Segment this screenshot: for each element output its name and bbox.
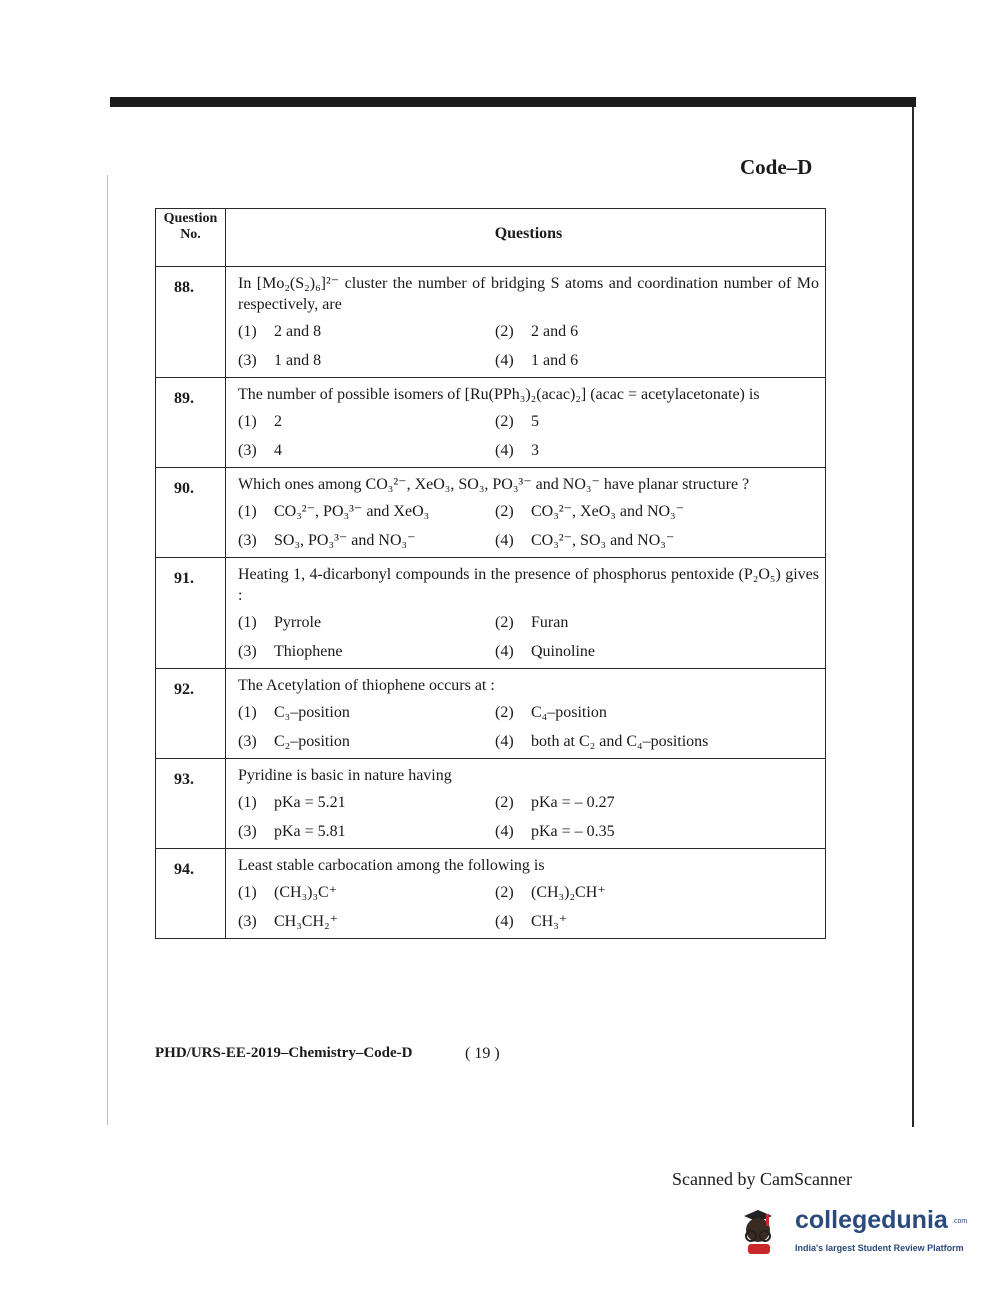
option-label: (3) bbox=[238, 643, 257, 660]
option-1 bbox=[238, 411, 495, 432]
option-text: 5 bbox=[531, 413, 539, 430]
option-text: Thiophene bbox=[274, 643, 343, 660]
brand-name: collegedunia bbox=[795, 1206, 948, 1234]
brand-tagline: India's largest Student Review Platform bbox=[795, 1243, 964, 1253]
option-4 bbox=[495, 641, 819, 662]
question-stem: Least stable carbocation among the following is bbox=[238, 857, 545, 874]
option-4 bbox=[495, 440, 819, 461]
option-label: (1) bbox=[238, 503, 257, 520]
question-number: 93. bbox=[156, 759, 226, 849]
option-label: (3) bbox=[238, 352, 257, 369]
brand-domain: .com bbox=[952, 1218, 968, 1225]
option-label: (3) bbox=[238, 442, 257, 459]
options-grid bbox=[238, 501, 819, 551]
option-label: (2) bbox=[495, 503, 514, 520]
option-label: (4) bbox=[495, 442, 514, 459]
option-text: C₄–position bbox=[531, 704, 607, 721]
question-content bbox=[226, 558, 826, 669]
options-grid bbox=[238, 411, 819, 461]
question-stem: Heating 1, 4-dicarbonyl compounds in the presence of phosphorus pentoxide (P₂O₅) gives : bbox=[238, 566, 819, 604]
top-scan-bar bbox=[110, 97, 916, 107]
option-text: pKa = – 0.35 bbox=[531, 823, 615, 840]
option-2 bbox=[495, 411, 819, 432]
option-label: (1) bbox=[238, 704, 257, 721]
option-1 bbox=[238, 321, 495, 342]
option-label: (1) bbox=[238, 614, 257, 631]
option-4 bbox=[495, 350, 819, 371]
option-2 bbox=[495, 882, 819, 903]
question-row bbox=[156, 849, 826, 939]
table-header-row bbox=[156, 209, 826, 267]
option-3 bbox=[238, 821, 495, 842]
option-text: CH₃CH₂⁺ bbox=[274, 913, 339, 930]
question-stem: The Acetylation of thiophene occurs at : bbox=[238, 677, 495, 694]
question-number: 88. bbox=[156, 267, 226, 378]
option-3 bbox=[238, 440, 495, 461]
option-label: (4) bbox=[495, 643, 514, 660]
option-label: (4) bbox=[495, 532, 514, 549]
question-content bbox=[226, 468, 826, 558]
options-grid bbox=[238, 792, 819, 842]
question-number: 91. bbox=[156, 558, 226, 669]
option-text: 2 bbox=[274, 413, 282, 430]
option-text: pKa = 5.21 bbox=[274, 794, 346, 811]
option-label: (3) bbox=[238, 913, 257, 930]
option-label: (1) bbox=[238, 794, 257, 811]
option-text: (CH₃)₃C⁺ bbox=[274, 884, 338, 901]
option-text: CO₃²⁻, XeO₃ and NO₃⁻ bbox=[531, 503, 685, 520]
option-4 bbox=[495, 911, 819, 932]
right-scan-edge bbox=[912, 107, 914, 1127]
option-1 bbox=[238, 612, 495, 633]
question-content bbox=[226, 849, 826, 939]
option-label: (4) bbox=[495, 823, 514, 840]
option-3 bbox=[238, 530, 495, 551]
question-content bbox=[226, 267, 826, 378]
option-4 bbox=[495, 530, 819, 551]
option-text: pKa = – 0.27 bbox=[531, 794, 615, 811]
option-text: 4 bbox=[274, 442, 282, 459]
question-stem: The number of possible isomers of [Ru(PPh₃)₂(acac)₂] (acac = acetylacetonate) is bbox=[238, 386, 760, 403]
option-3 bbox=[238, 641, 495, 662]
option-label: (1) bbox=[238, 413, 257, 430]
scanned-by-text: Scanned by CamScanner bbox=[672, 1169, 852, 1189]
option-text: 1 and 6 bbox=[531, 352, 579, 369]
option-2 bbox=[495, 321, 819, 342]
option-label: (2) bbox=[495, 413, 514, 430]
question-number: 94. bbox=[156, 849, 226, 939]
option-text: 1 and 8 bbox=[274, 352, 322, 369]
option-3 bbox=[238, 731, 495, 752]
question-content bbox=[226, 669, 826, 759]
option-label: (2) bbox=[495, 884, 514, 901]
option-text: Furan bbox=[531, 614, 569, 631]
option-label: (2) bbox=[495, 323, 514, 340]
option-2 bbox=[495, 792, 819, 813]
footer-code: PHD/URS-EE-2019–Chemistry–Code-D bbox=[155, 1045, 413, 1061]
option-label: (2) bbox=[495, 794, 514, 811]
question-content bbox=[226, 378, 826, 468]
option-4 bbox=[495, 821, 819, 842]
option-label: (4) bbox=[495, 733, 514, 750]
option-2 bbox=[495, 501, 819, 522]
options-grid bbox=[238, 321, 819, 371]
option-text: C₃–position bbox=[274, 704, 350, 721]
option-text: CO₃²⁻, SO₃ and NO₃⁻ bbox=[531, 532, 675, 549]
option-4 bbox=[495, 731, 819, 752]
option-text: both at C₂ and C₄–positions bbox=[531, 733, 709, 750]
options-grid bbox=[238, 702, 819, 752]
option-text: CO₃²⁻, PO₃³⁻ and XeO₃ bbox=[274, 503, 430, 520]
options-grid bbox=[238, 612, 819, 662]
question-content bbox=[226, 759, 826, 849]
option-label: (1) bbox=[238, 884, 257, 901]
paper-code: Code–D bbox=[740, 155, 813, 179]
question-row bbox=[156, 468, 826, 558]
option-3 bbox=[238, 911, 495, 932]
option-text: Pyrrole bbox=[274, 614, 322, 631]
question-row bbox=[156, 669, 826, 759]
option-1 bbox=[238, 501, 495, 522]
option-3 bbox=[238, 350, 495, 371]
option-text: pKa = 5.81 bbox=[274, 823, 346, 840]
option-text: SO₃, PO₃³⁻ and NO₃⁻ bbox=[274, 532, 416, 549]
question-number: 89. bbox=[156, 378, 226, 468]
option-label: (3) bbox=[238, 823, 257, 840]
page-number: ( 19 ) bbox=[465, 1045, 500, 1062]
left-scan-edge bbox=[107, 175, 108, 1125]
option-text: 2 and 8 bbox=[274, 323, 322, 340]
option-1 bbox=[238, 792, 495, 813]
option-1 bbox=[238, 882, 495, 903]
option-label: (1) bbox=[238, 323, 257, 340]
option-label: (4) bbox=[495, 352, 514, 369]
option-text: C₂–position bbox=[274, 733, 350, 750]
option-label: (2) bbox=[495, 614, 514, 631]
option-label: (3) bbox=[238, 733, 257, 750]
option-text: 2 and 6 bbox=[531, 323, 579, 340]
option-label: (2) bbox=[495, 704, 514, 721]
options-grid bbox=[238, 882, 819, 932]
question-stem: In [Mo₂(S₂)₆]²⁻ cluster the number of bridging S atoms and coordination number of Mo respectively, are bbox=[238, 275, 819, 313]
questions-header: Questions bbox=[226, 209, 826, 267]
question-number: 90. bbox=[156, 468, 226, 558]
question-row bbox=[156, 759, 826, 849]
question-row bbox=[156, 267, 826, 378]
option-text: (CH₃)₂CH⁺ bbox=[531, 884, 606, 901]
question-row bbox=[156, 558, 826, 669]
option-text: Quinoline bbox=[531, 643, 595, 660]
option-text: 3 bbox=[531, 442, 539, 459]
question-row bbox=[156, 378, 826, 468]
option-text: CH₃⁺ bbox=[531, 913, 568, 930]
questions-body bbox=[156, 267, 826, 939]
question-stem: Pyridine is basic in nature having bbox=[238, 767, 452, 784]
option-1 bbox=[238, 702, 495, 723]
question-stem: Which ones among CO₃²⁻, XeO₃, SO₃, PO₃³⁻ and NO₃⁻ have planar structure ? bbox=[238, 476, 750, 493]
questions-table bbox=[155, 208, 826, 939]
question-number: 92. bbox=[156, 669, 226, 759]
option-label: (3) bbox=[238, 532, 257, 549]
option-label: (4) bbox=[495, 913, 514, 930]
option-2 bbox=[495, 702, 819, 723]
option-2 bbox=[495, 612, 819, 633]
question-no-header: Question No. bbox=[156, 209, 226, 267]
